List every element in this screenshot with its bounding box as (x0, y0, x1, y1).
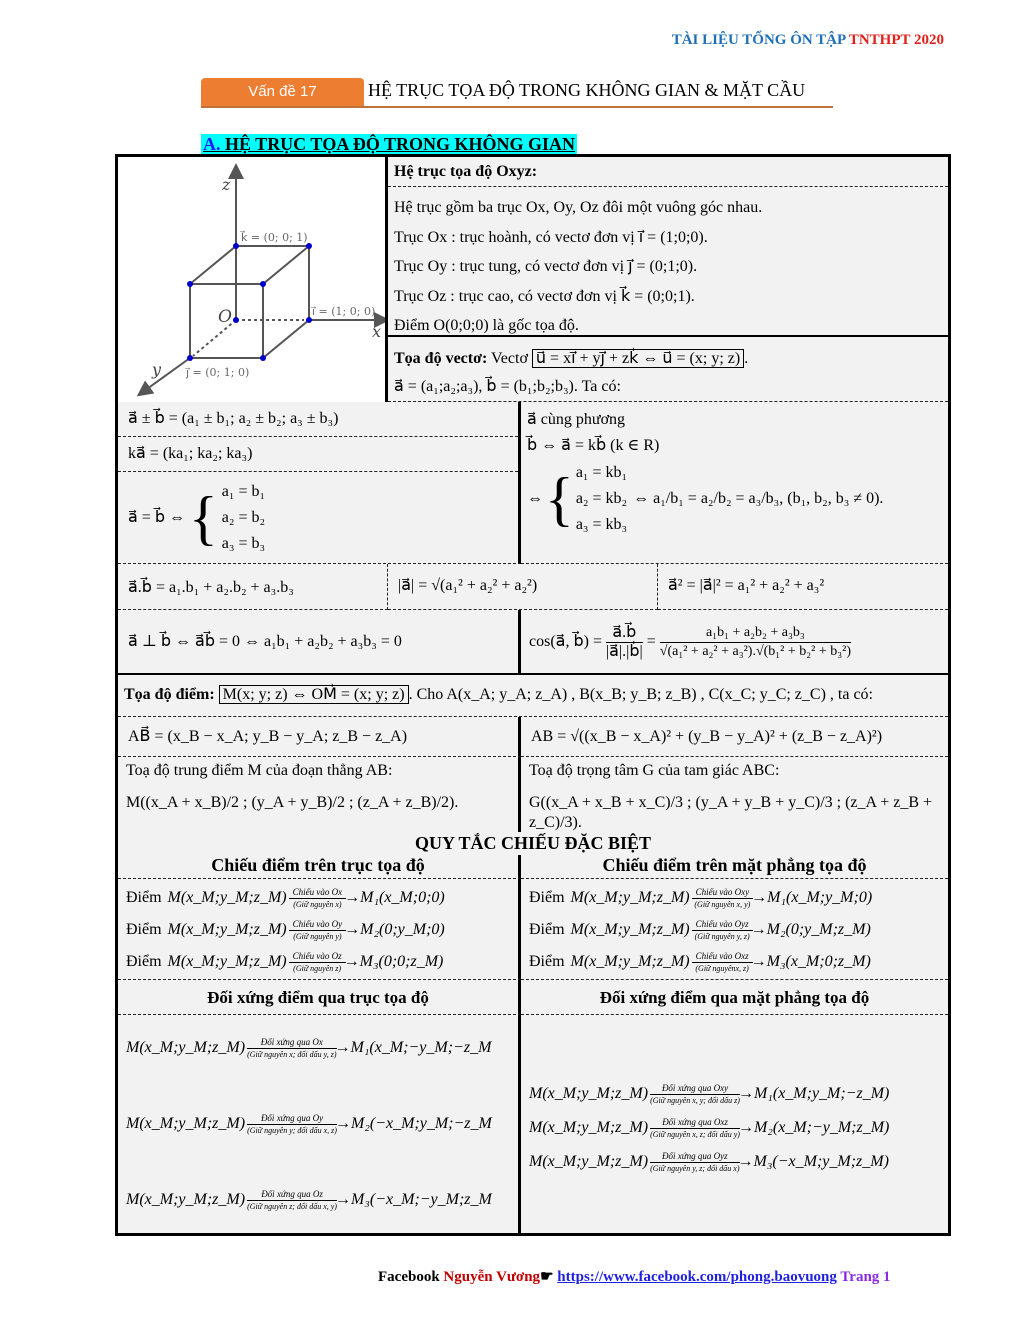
row-prefix: Điểm (529, 921, 565, 938)
formula-perp: a⃗ ⊥ b⃗ ⇔ a⃗b⃗ = 0 ⇔ a₁b₁ + a₂b₂ + a₃b₃ = 0 (118, 610, 521, 675)
row-prefix: Điểm (529, 953, 565, 970)
source-point: M(x_M;y_M;z_M) (570, 889, 690, 906)
i-label: i⃗ = (1; 0; 0) (312, 305, 376, 318)
formula-row (126, 1033, 510, 1063)
formula-sum: a⃗ ± b⃗ = (a₁ ± b₁; a₂ ± b₂; a₃ ± b₃) (118, 402, 518, 437)
arrow-top-label: Đối xứng qua Oxz (650, 1117, 740, 1129)
result-point: M₁(x_M;−y_M;−z_M (350, 1039, 492, 1056)
arrow-head-icon: → (343, 953, 360, 970)
oxyz-line-1: Hệ trục gồm ba trục Ox, Oy, Oz đôi một vuông góc nhau. (394, 199, 763, 216)
result-point: M₁(x_M;y_M;−z_M) (753, 1085, 890, 1102)
result-point: M₁(x_M;y_M;0) (767, 889, 873, 906)
result-point: M₂(0;y_M;z_M) (766, 921, 871, 938)
arrow-top-label: Chiếu vào Oxy (692, 887, 753, 899)
arrow-top-label: Chiếu vào Oyz (692, 919, 753, 931)
arrow-icon (692, 919, 753, 942)
oxyz-list (388, 187, 948, 337)
y-axis-label: y (152, 360, 162, 379)
midpoint (118, 757, 521, 832)
oxyz-line-5: Điểm O(0;0;0) là gốc tọa độ. (394, 317, 579, 334)
arrow-top-label: Đối xứng qua Oy (247, 1113, 337, 1125)
arrow-top-label: Đối xứng qua Oyz (650, 1151, 739, 1163)
symmetry-plane-heading: Đối xứng điểm qua mặt phẳng tọa độ (521, 979, 948, 1015)
arrow-bottom-label: (Giữ nguyên z; đổi dấu x, y) (247, 1201, 337, 1211)
result-point: M₂(0;y_M;0) (360, 921, 445, 938)
projection-axis-list (118, 879, 521, 979)
formula-row (126, 1109, 510, 1139)
source-point: M(x_M;y_M;z_M) (126, 1191, 246, 1208)
arrow-top-label: Đối xứng qua Ox (247, 1037, 336, 1049)
vector-intro: Vectơ (491, 350, 528, 367)
arrow-bottom-label: (Giữ nguyên x, y; đổi dấu z) (650, 1095, 740, 1105)
arrow-bottom-label: (Giữ nguyên x, y) (694, 899, 751, 909)
arrow-icon (692, 887, 753, 910)
j-label: j⃗ = (0; 1; 0) (186, 366, 250, 379)
document-header (672, 32, 944, 49)
arrow-head-icon: → (737, 1153, 754, 1170)
arrow-icon (650, 1117, 740, 1140)
arrow-top-label: Chiếu vào Oxz (692, 951, 753, 963)
formula-dot: a⃗.b⃗ = a₁.b₁ + a₂.b₂ + a₃.b₃ (118, 564, 388, 610)
row-prefix: Điểm (126, 889, 162, 906)
formula-row (529, 883, 940, 913)
arrow-head-icon: → (737, 1085, 754, 1102)
source-point: M(x_M;y_M;z_M) (529, 1085, 649, 1102)
header-title: TÀI LIỆU TỔNG ÔN TẬP (671, 32, 846, 48)
point-definition: M(x; y; z) ⇔ OM⃗ = (x; y; z) (219, 685, 409, 704)
formula-row (126, 915, 510, 945)
result-point: M₃(−x_M;−y_M;z_M (350, 1191, 492, 1208)
row-prefix: Điểm (126, 953, 162, 970)
arrow-head-icon: → (334, 1115, 351, 1132)
formula-row (529, 1079, 940, 1109)
vector-definition: u⃗ = xi⃗ + yj⃗ + zk⃗ ⇔ u⃗ = (x; y; z) (532, 349, 744, 368)
arrow-top-label: Chiếu vào Oz (289, 951, 346, 963)
formula-row (529, 1147, 940, 1177)
arrow-icon (650, 1083, 740, 1106)
vector-coordinates: Tọa độ vectơ: Vectơ u⃗ = xi⃗ + yj⃗ + zk⃗ ⇔ u⃗ = (x; y; z) . a⃗ = (a₁;a₂;a₃), b⃗ = (b₁;b₂;b₃). Ta có: (388, 337, 948, 402)
result-point: M₁(x_M;0;0) (360, 889, 445, 906)
formula-row (126, 1185, 510, 1215)
formula-row (529, 947, 940, 977)
arrow-head-icon: → (750, 921, 767, 938)
symmetry-axis-heading: Đối xứng điểm qua trục tọa độ (118, 979, 521, 1015)
brace-icon: { (188, 485, 218, 551)
formula-ab-vector: AB⃗ = (x_B − x_A; y_B − y_A; z_B − z_A) (118, 717, 521, 757)
result-point: M₂(−x_M;y_M;−z_M (350, 1115, 492, 1132)
formula-row (126, 947, 510, 977)
point-coordinates (118, 675, 948, 717)
formula-scalar: ka⃗ = (ka₁; ka₂; ka₃) (118, 437, 518, 472)
arrow-bottom-label: (Giữ nguyên x) (293, 899, 342, 909)
projection-axis-heading: Chiếu điểm trên trục tọa độ (118, 855, 521, 879)
arrow-top-label: Đối xứng qua Oz (247, 1189, 337, 1201)
formula-square: a⃗² = |a⃗|² = a₁² + a₂² + a₃² (658, 564, 948, 610)
formula-norm: |a⃗| = √(a₁² + a₂² + a₂²) (388, 564, 658, 610)
source-point: M(x_M;y_M;z_M) (570, 921, 690, 938)
arrow-bottom-label: (Giữ nguyên x; đổi dấu y, z) (247, 1049, 337, 1059)
source-point: M(x_M;y_M;z_M) (126, 1115, 246, 1132)
arrow-head-icon: → (334, 1191, 351, 1208)
oxyz-line-2: Trục Ox : trục hoành, có vectơ đơn vị i⃗ = (1;0;0). (394, 228, 708, 246)
arrow-icon (692, 951, 753, 974)
k-label: k⃗ = (0; 0; 1) (241, 231, 308, 244)
topic-bar (201, 78, 833, 108)
formula-row (529, 1113, 940, 1143)
brace-icon: { (545, 466, 574, 532)
section-letter: A. (203, 134, 221, 154)
arrow-head-icon: → (750, 953, 767, 970)
arrow-icon (247, 1189, 337, 1212)
hand-pointer-icon: ☛ (540, 1269, 554, 1285)
topic-tag: Vấn đề 17 (201, 78, 364, 106)
x-axis-label: x (372, 322, 382, 341)
point-given: . Cho A(x_A; y_A; z_A) , B(x_B; y_B; z_B) , C(x_C; y_C; z_C) , ta có: (408, 686, 873, 703)
arrow-bottom-label: (Giữ nguyên y) (293, 931, 342, 941)
footer-facebook: Facebook (378, 1269, 440, 1285)
symmetry-plane-list (521, 1015, 948, 1233)
axes-figure (118, 157, 388, 402)
cube-vertices (187, 243, 312, 361)
centroid-formula: G((x_A + x_B + x_C)/3 ; (y_A + y_B + y_C)/3 ; (z_A + z_B + z_C)/3). (529, 794, 933, 831)
arrow-top-label: Chiếu vào Ox (289, 887, 347, 899)
symmetry-axis-list (118, 1015, 521, 1233)
source-point: M(x_M;y_M;z_M) (167, 921, 287, 938)
facebook-link[interactable]: https://www.facebook.com/phong.baovuong (557, 1269, 837, 1285)
origin-label: O (218, 307, 232, 327)
page-footer (378, 1267, 891, 1286)
source-point: M(x_M;y_M;z_M) (167, 889, 287, 906)
vector-ab-def: a⃗ = (a₁;a₂;a₃), b⃗ = (b₁;b₂;b₃). Ta có: (394, 378, 621, 395)
formula-row (529, 915, 940, 945)
arrow-head-icon: → (737, 1119, 754, 1136)
arrow-bottom-label: (Giữ nguyên y, z; đổi dấu x) (650, 1163, 740, 1173)
source-point: M(x_M;y_M;z_M) (529, 1153, 649, 1170)
midpoint-formula: M((x_A + x_B)/2 ; (y_A + y_B)/2 ; (z_A + z_B)/2). (126, 794, 459, 811)
projection-plane-heading: Chiếu điểm trên mặt phẳng tọa độ (521, 855, 948, 879)
point-heading: Tọa độ điểm: (124, 686, 215, 703)
midpoint-label: Toạ độ trung điểm M của đoạn thẳng AB: (126, 762, 393, 779)
oxyz-heading: Hệ trục tọa độ Oxyz: (388, 157, 948, 187)
arrow-icon (289, 887, 347, 910)
topic-title: HỆ TRỤC TỌA ĐỘ TRONG KHÔNG GIAN & MẶT CẦU (368, 80, 806, 100)
header-exam: TNTHPT 2020 (848, 32, 944, 48)
projection-plane-list (521, 879, 948, 979)
arrow-icon (289, 919, 347, 942)
section-heading (201, 134, 577, 154)
footer-author: Nguyễn Vương (443, 1269, 541, 1285)
arrow-bottom-label: (Giữ nguyênx, z) (695, 963, 749, 973)
arrow-icon (247, 1037, 336, 1060)
arrow-head-icon: → (344, 921, 361, 938)
formula-equal: a⃗ = b⃗ ⇔ { a₁ = b₁ a₂ = b₂ a₃ = b₃ (118, 472, 521, 564)
result-point: M₃(−x_M;y_M;z_M) (753, 1153, 889, 1170)
left-column-border (118, 402, 521, 472)
arrow-bottom-label: (Giữ nguyên x, z; đổi dấu y) (650, 1129, 740, 1139)
collinear-ratio: ⇔ a₁/b₁ = a₂/b₂ = a₃/b₃, (b₁, b₂, b₃ ≠ 0). (633, 490, 884, 507)
result-point: M₂(x_M;−y_M;z_M) (753, 1119, 890, 1136)
arrow-top-label: Đối xứng qua Oxy (650, 1083, 740, 1095)
z-axis-label: z (222, 175, 231, 194)
result-point: M₃(0;0;z_M) (359, 953, 444, 970)
arrow-top-label: Chiếu vào Oy (289, 919, 347, 931)
section-title: HỆ TRỤC TỌA ĐỘ TRONG KHÔNG GIAN (225, 134, 576, 154)
oxyz-line-3: Trục Oy : trục tung, có vectơ đơn vị j⃗ = (0;1;0). (394, 258, 698, 275)
oxyz-line-4: Trục Oz : trục cao, có vectơ đơn vị k⃗ = (0;0;1). (394, 287, 695, 305)
centroid-label: Toạ độ trọng tâm G của tam giác ABC: (529, 762, 780, 779)
vector-heading: Tọa độ vectơ: (394, 350, 488, 367)
projection-title: QUY TẮC CHIẾU ĐẶC BIỆT (414, 833, 652, 853)
arrow-icon (247, 1113, 337, 1136)
unit-cube (190, 246, 309, 358)
equal-lhs: a⃗ = b⃗ ⇔ (128, 509, 185, 526)
arrow-head-icon: → (751, 889, 768, 906)
row-prefix: Điểm (126, 921, 162, 938)
arrow-head-icon: → (334, 1039, 351, 1056)
centroid (521, 757, 948, 832)
axes-diagram (118, 157, 385, 400)
y-axis (140, 358, 190, 394)
source-point: M(x_M;y_M;z_M) (570, 953, 690, 970)
arrow-bottom-label: (Giữ nguyên z) (293, 963, 342, 973)
arrow-head-icon: → (344, 889, 361, 906)
page-number: Trang 1 (840, 1269, 891, 1285)
arrow-bottom-label: (Giữ nguyên y; đổi dấu x, z) (247, 1125, 337, 1135)
arrow-icon (289, 951, 346, 974)
formula-ab-length: AB = √((x_B − x_A)² + (y_B − y_A)² + (z_B − z_A)²) (521, 717, 948, 757)
result-point: M₃(x_M;0;z_M) (766, 953, 871, 970)
formula-cos: cos(a⃗, b⃗) = $\frac{a⃗.b⃗}{|a⃗|.|b⃗|}$ = $\frac{\text{a₁b₁ + a₂b₂ + a₃b₃}}{\text{√(a₁² + a₂² + a₃²).√(b₁² + b₂² + b₃²)}}$ (521, 610, 948, 675)
source-point: M(x_M;y_M;z_M) (126, 1039, 246, 1056)
row-prefix: Điểm (529, 889, 565, 906)
source-point: M(x_M;y_M;z_M) (529, 1119, 649, 1136)
arrow-icon (650, 1151, 739, 1174)
arrow-bottom-label: (Giữ nguyên y, z) (694, 931, 750, 941)
formula-collinear: a⃗ cùng phương b⃗ ⇔ a⃗ = kb⃗ (k ∈ R) ⇔ { a₁ = kb₁ a₂ = kb₂ a₃ = kb₃ ⇔ a₁/b₁ = a₂/b₂ = a₃/b₃, (b₁, b₂, b₃ ≠ 0). (521, 402, 948, 564)
source-point: M(x_M;y_M;z_M) (167, 953, 287, 970)
formula-table (115, 154, 951, 1236)
formula-row (126, 883, 510, 913)
